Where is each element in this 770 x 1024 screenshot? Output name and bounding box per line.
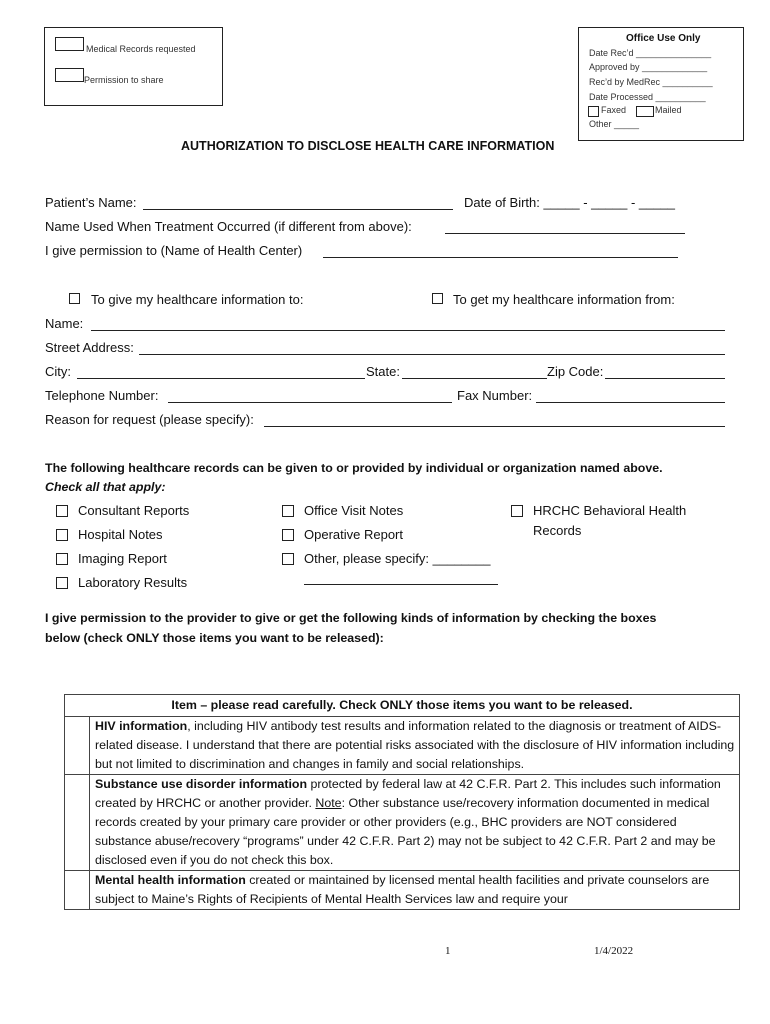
office-use-title: Office Use Only	[626, 33, 701, 44]
zip-field[interactable]	[605, 365, 725, 379]
substance-use-body-a: protected by federal law at 42 C.F.R. Part 2. This includes such information created by HRCHC or another provider.	[95, 777, 721, 810]
footer-date: 1/4/2022	[594, 945, 634, 957]
consultant-reports-label: Consultant Reports	[78, 503, 190, 518]
substance-use-body-b: : Other substance use/recovery information documented in medical records created by your primary care provider or other providers (e.g., BHC providers are NOT considered substance abuse/recovery “programs” under 42 C.F.R. Part 2) may not be subject to 42 C.F.R. Part 2 and may be disclosed even if you do not check this box.	[95, 796, 716, 867]
faxed-label: Faxed	[601, 105, 627, 115]
state-label: State:	[366, 364, 400, 379]
city-field[interactable]	[77, 365, 365, 379]
phone-field[interactable]	[168, 389, 452, 403]
date-recd-field: Date Rec’d _______________	[589, 48, 712, 58]
records-heading: The following healthcare records can be given to or provided by individual or organization named above.	[45, 461, 663, 475]
phone-label: Telephone Number:	[45, 388, 159, 403]
reason-field[interactable]	[264, 413, 725, 427]
office-visit-notes-label: Office Visit Notes	[304, 503, 404, 518]
recipient-name-field[interactable]	[91, 317, 725, 331]
imaging-report-checkbox[interactable]	[56, 553, 68, 565]
medical-records-label: Medical Records requested	[86, 44, 196, 54]
other-records-checkbox[interactable]	[282, 553, 294, 565]
patient-name-field[interactable]	[143, 196, 453, 210]
patient-name-label: Patient’s Name:	[45, 195, 137, 210]
health-center-field[interactable]	[323, 244, 678, 258]
laboratory-results-label: Laboratory Results	[78, 575, 188, 590]
table-row	[65, 871, 740, 910]
reason-label: Reason for request (please specify):	[45, 412, 254, 427]
other-records-field[interactable]	[304, 571, 498, 585]
operative-report-label: Operative Report	[304, 527, 403, 542]
table-header: Item – please read carefully. Check ONLY those items you want to be released.	[65, 695, 740, 717]
health-center-label: I give permission to (Name of Health Center)	[45, 243, 303, 258]
other-records-label: Other, please specify: ________	[304, 551, 491, 566]
dob-field[interactable]: Date of Birth: _____ - _____ - _____	[464, 195, 676, 210]
behavioral-health-checkbox[interactable]	[511, 505, 523, 517]
hospital-notes-label: Hospital Notes	[78, 527, 163, 542]
consultant-reports-checkbox[interactable]	[56, 505, 68, 517]
faxed-checkbox[interactable]	[588, 106, 599, 117]
page-number: 1	[445, 945, 451, 957]
city-label: City:	[45, 364, 71, 379]
recd-by-medrec-field: Rec’d by MedRec __________	[589, 77, 713, 87]
operative-report-checkbox[interactable]	[282, 529, 294, 541]
mailed-checkbox[interactable]	[636, 106, 654, 117]
mental-health-body: created or maintained by licensed mental health facilities and private counselors are subject to Maine’s Rights of Recipients of Mental Health Services law and require your	[95, 873, 710, 906]
permission-text-line1: I give permission to the provider to give or get the following kinds of information by checking the boxes	[45, 611, 657, 625]
mental-health-title: Mental health information	[95, 873, 246, 887]
substance-use-checkbox-cell[interactable]	[65, 775, 90, 871]
laboratory-results-checkbox[interactable]	[56, 577, 68, 589]
give-info-checkbox[interactable]	[69, 293, 80, 304]
recipient-name-label: Name:	[45, 316, 84, 331]
name-used-field[interactable]	[445, 220, 685, 234]
hiv-checkbox-cell[interactable]	[65, 717, 90, 775]
get-info-checkbox[interactable]	[432, 293, 443, 304]
name-used-label: Name Used When Treatment Occurred (if different from above):	[45, 219, 412, 234]
give-info-label: To give my healthcare information to:	[91, 292, 304, 307]
behavioral-health-label-line1: HRCHC Behavioral Health	[533, 503, 687, 518]
behavioral-health-label-line2: Records	[533, 523, 582, 538]
fax-field[interactable]	[536, 389, 725, 403]
permission-label: Permission to share	[84, 75, 164, 85]
hiv-info-title: HIV information	[95, 719, 188, 733]
substance-use-note: Note	[315, 796, 342, 810]
medical-records-checkbox[interactable]	[55, 37, 84, 51]
get-info-label: To get my healthcare information from:	[453, 292, 675, 307]
imaging-report-label: Imaging Report	[78, 551, 167, 566]
substance-use-text	[90, 775, 740, 871]
office-visit-notes-checkbox[interactable]	[282, 505, 294, 517]
release-items-table	[64, 694, 740, 910]
zip-label: Zip Code:	[547, 364, 604, 379]
table-row	[65, 717, 740, 775]
street-label: Street Address:	[45, 340, 134, 355]
table-header-row	[65, 695, 740, 717]
street-field[interactable]	[139, 341, 725, 355]
page-title: AUTHORIZATION TO DISCLOSE HEALTH CARE INFORMATION	[181, 139, 555, 153]
mental-health-checkbox-cell[interactable]	[65, 871, 90, 910]
records-subheading: Check all that apply:	[45, 480, 166, 494]
table-row	[65, 775, 740, 871]
date-processed-field: Date Processed __________	[589, 92, 706, 102]
state-field[interactable]	[402, 365, 547, 379]
substance-use-title: Substance use disorder information	[95, 777, 308, 791]
mental-health-text	[90, 871, 740, 910]
mailed-label: Mailed	[655, 105, 682, 115]
hospital-notes-checkbox[interactable]	[56, 529, 68, 541]
other-field: Other _____	[589, 119, 640, 129]
hiv-info-text	[90, 717, 740, 775]
permission-text-line2: below (check ONLY those items you want to be released):	[45, 631, 384, 645]
fax-label: Fax Number:	[457, 388, 533, 403]
hiv-info-body: , including HIV antibody test results and information related to the diagnosis or treatment of AIDS- related disease. I understand that there are potential risks associated with the disclosure of HIV information including but not limited to discrimination and changes in family and social relationships.	[95, 719, 735, 771]
permission-checkbox[interactable]	[55, 68, 84, 82]
approved-by-field: Approved by _____________	[589, 62, 708, 72]
